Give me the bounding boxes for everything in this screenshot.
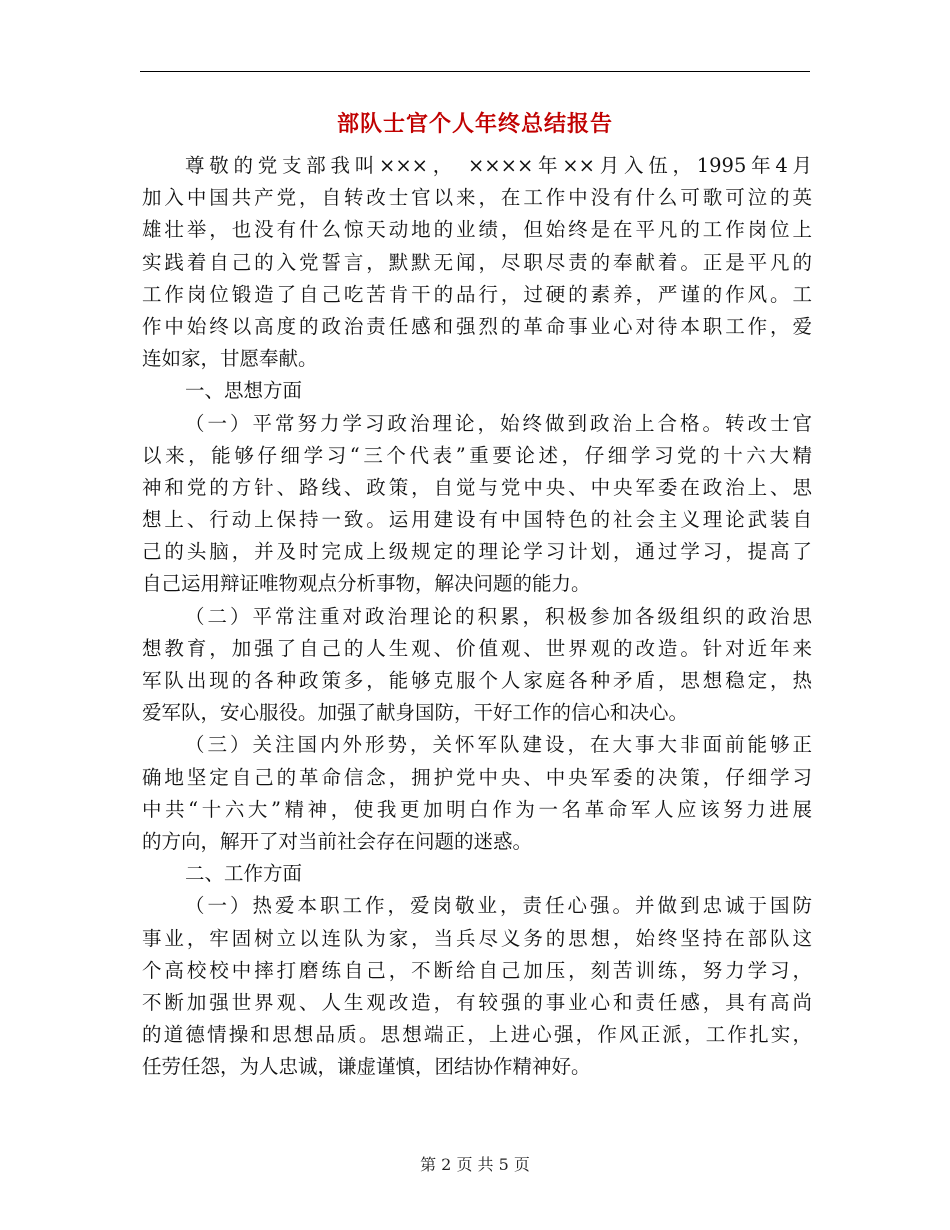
- body-text-line: 中共“十六大”精神，使我更加明白作为一名革命军人应该努力进展: [142, 797, 812, 821]
- body-text-line: 二、工作方面: [185, 862, 303, 886]
- body-text-line: 己的头脑，并及时完成上级规定的理论学习计划，通过学习，提高了: [142, 540, 812, 564]
- body-text-line: 任劳任怨，为人忠诚，谦虚谨慎，团结协作精神好。: [142, 1055, 591, 1079]
- body-text-line: 作中始终以高度的政治责任感和强烈的革命事业心对待本职工作，爱: [142, 314, 812, 338]
- header-rule: [140, 71, 810, 72]
- body-text-line: 加入中国共产党，自转改士官以来，在工作中没有什么可歌可泣的英: [142, 186, 812, 210]
- document-body: [142, 150, 812, 1083]
- body-text-line: 的方向，解开了对当前社会存在问题的迷惑。: [142, 829, 533, 853]
- body-text-line: 一、思想方面: [185, 379, 303, 403]
- body-text-line: 雄壮举，也没有什么惊天动地的业绩，但始终是在平凡的工作岗位上: [142, 218, 812, 242]
- body-text-line: 尊敬的党支部我叫×××， ××××年××月入伍，1995年4月: [185, 154, 812, 177]
- document-title: 部队士官个人年终总结报告: [336, 111, 613, 137]
- page-number-footer: 第 2 页 共 5 页: [420, 1155, 530, 1174]
- body-text-line: （一）平常努力学习政治理论，始终做到政治上合格。转改士官: [185, 411, 812, 435]
- body-text-line: 想教育，加强了自己的人生观、价值观、世界观的改造。针对近年来: [142, 636, 812, 660]
- body-text-line: 以来，能够仔细学习“三个代表”重要论述，仔细学习党的十六大精: [142, 443, 812, 467]
- body-text-line: 军队出现的各种政策多，能够克服个人家庭各种矛盾，思想稳定，热: [142, 669, 812, 692]
- body-text-line: 连如家，甘愿奉献。: [142, 347, 318, 371]
- body-text-line: 实践着自己的入党誓言，默默无闻，尽职尽责的奉献着。正是平凡的: [142, 250, 812, 274]
- body-text-line: 自己运用辩证唯物观点分析事物，解决问题的能力。: [142, 572, 591, 596]
- body-text-line: 的道德情操和思想品质。思想端正，上进心强，作风正派，工作扎实，: [142, 1023, 812, 1047]
- body-text-line: 神和党的方针、路线、政策，自觉与党中央、中央军委在政治上、思: [142, 475, 812, 499]
- body-text-line: （一）热爱本职工作，爱岗敬业，责任心强。并做到忠诚于国防: [185, 894, 812, 918]
- body-text-line: 个高校校中摔打磨练自己，不断给自己加压，刻苦训练，努力学习，: [142, 958, 812, 982]
- body-text-line: 不断加强世界观、人生观改造，有较强的事业心和责任感，具有高尚: [142, 990, 812, 1014]
- body-text-line: （二）平常注重对政治理论的积累，积极参加各级组织的政治思: [185, 604, 812, 628]
- body-text-line: 工作岗位锻造了自己吃苦肯干的品行，过硬的素养，严谨的作风。工: [142, 282, 812, 306]
- body-text-line: 想上、行动上保持一致。运用建设有中国特色的社会主义理论武装自: [142, 508, 812, 532]
- body-text-line: （三）关注国内外形势，关怀军队建设，在大事大非面前能够正: [185, 733, 812, 757]
- body-text-line: 爱军队，安心服役。加强了献身国防，干好工作的信心和决心。: [142, 701, 689, 725]
- body-text-line: 确地坚定自己的革命信念，拥护党中央、中央军委的决策，仔细学习: [142, 765, 812, 789]
- body-text-line: 事业，牢固树立以连队为家，当兵尽义务的思想，始终坚持在部队这: [142, 926, 812, 950]
